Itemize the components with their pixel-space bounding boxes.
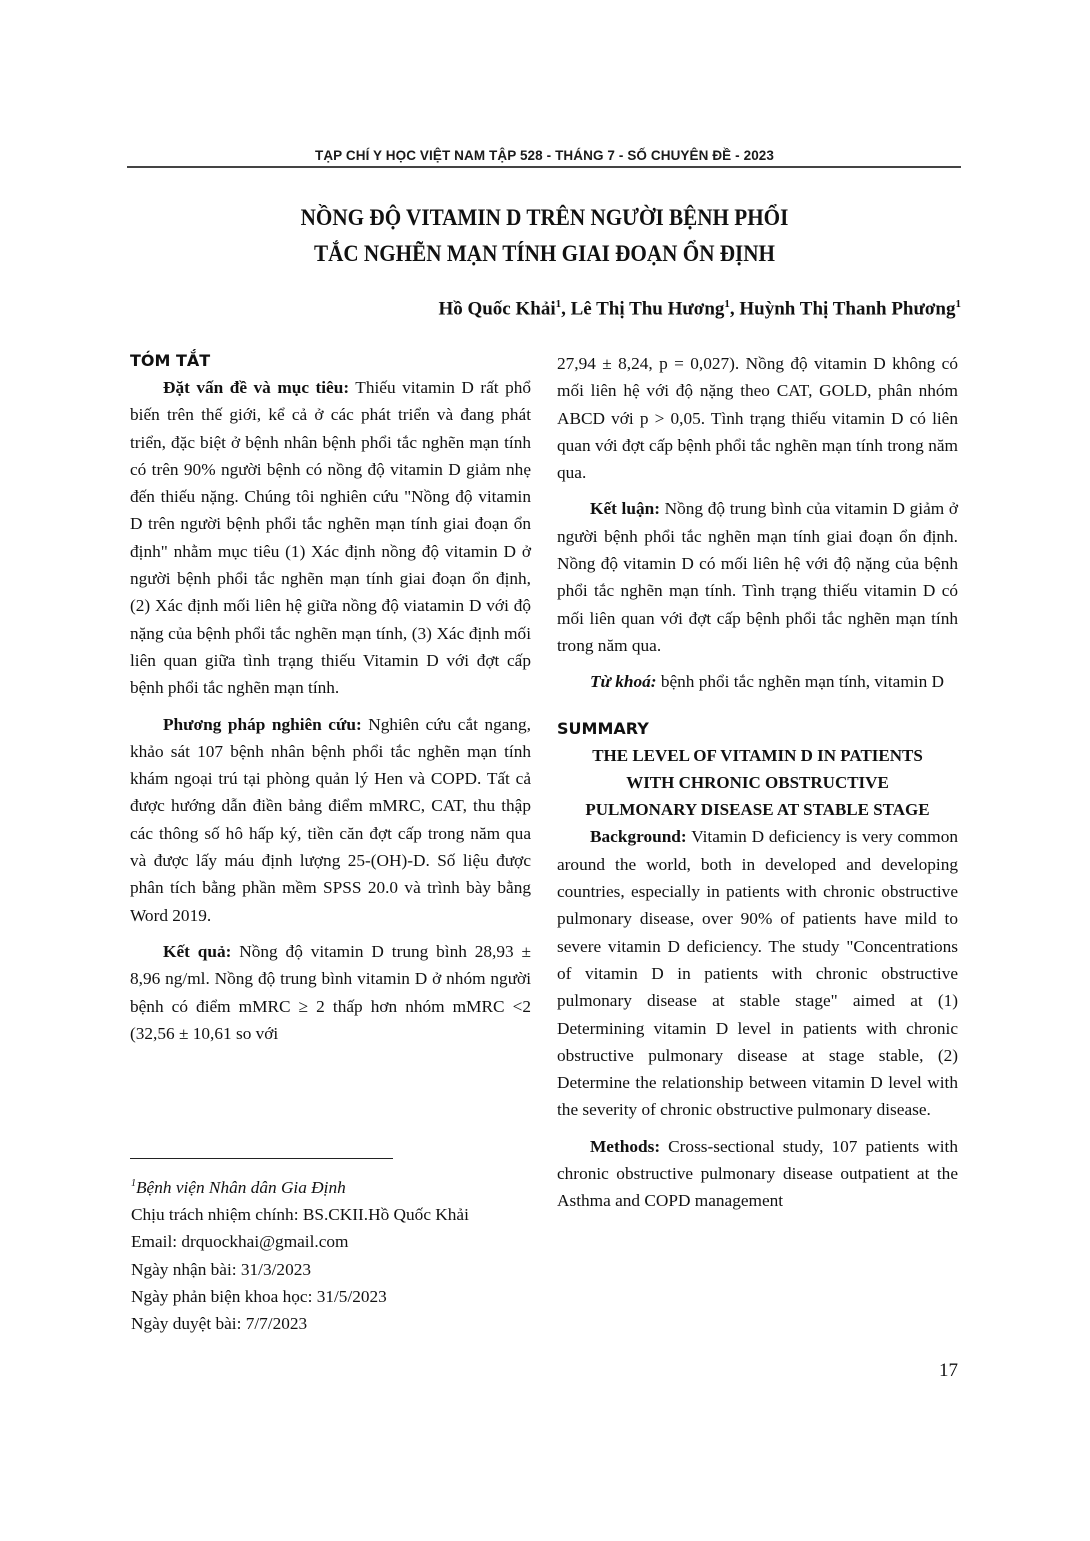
paragraph-label: Kết luận: — [590, 499, 660, 519]
footnote-reviewed: Ngày phản biện khoa học: 31/5/2023 — [131, 1286, 387, 1306]
affiliation-mark: 1 — [555, 298, 562, 310]
affiliation-mark: 1 — [955, 298, 961, 310]
footnote-rule — [130, 1158, 393, 1159]
paragraph-label: Từ khoá: — [590, 672, 657, 692]
footnote-received: Ngày nhận bài: 31/3/2023 — [131, 1259, 311, 1279]
page-number: 17 — [939, 1360, 958, 1381]
paragraph-text: Nồng độ vitamin D trung bình 28,93 ± 8,96 ng/ml. Nồng độ trung bình vitamin D ở nhóm người bệnh có điểm mMRC ≥ 2 thấp hơn nhóm mMRC <2 (32,56 ± 10,61 so với — [130, 941, 531, 1043]
paragraph-label: Methods: — [590, 1136, 661, 1156]
author-name: Lê Thị Thu Hương — [570, 298, 725, 320]
abstract-vi-keywords — [557, 668, 958, 695]
footnote-responsible: Chịu trách nhiệm chính: BS.CKII.Hồ Quốc Khải — [131, 1205, 469, 1225]
paragraph-text: Cross-sectional study, 107 patients with chronic obstructive pulmonary disease outpatient at the Asthma and COPD management — [557, 1136, 958, 1211]
running-head: TẠP CHÍ Y HỌC VIỆT NAM TẬP 528 - THÁNG 7 - SỐ CHUYÊN ĐỀ - 2023 — [314, 148, 775, 163]
title-line-2: TẮC NGHẼN MẠN TÍNH GIAI ĐOẠN ỔN ĐỊNH — [313, 241, 776, 266]
header-rule — [127, 166, 961, 168]
author-separator: , — [561, 298, 571, 320]
paragraph-text: Thiếu vitamin D rất phổ biến trên thế giới, kể cả ở các phát triển và đang phát triển, đặc biệt ở bệnh nhân bệnh phổi tắc nghẽn mạn tính có trên 90% người bệnh có nồng độ vitamin D giảm nhẹ đến thiếu nặng. Chúng tôi nghiên cứu "Nồng độ vitamin D trên người bệnh phổi tắc nghẽn mạn tính giai đoạn ổn định" nhằm mục tiêu (1) Xác định nồng độ vitamin D ở người bệnh phổi tắc nghẽn mạn tính giai đoạn ổn định, (2) Xác định mối liên hệ giữa nồng độ viatamin D với độ nặng của bệnh phổi tắc nghẽn mạn tính, (3) Xác định mối liên quan giữa tình trạng thiếu Vitamin D với đợt cấp bệnh phổi tắc nghẽn mạn tính. — [130, 378, 532, 698]
author-separator: , — [729, 298, 740, 320]
author-list — [438, 298, 961, 320]
affiliation-mark: 1 — [131, 1178, 136, 1189]
paragraph-text: Nghiên cứu cắt ngang, khảo sát 107 bệnh nhân bệnh phổi tắc nghẽn mạn tính khám ngoại trú tại phòng quản lý Hen và COPD. Tất cả được hướng dẫn điền bảng điểm mMRC, CAT, thu thập các thông số hô hấp ký, tiền căn đợt cấp trong năm qua và được lấy máu định lượng 25-(OH)-D. Số liệu được phân tích bằng phần mềm SPSS 20.0 và trình bày bằng Word 2019. — [130, 714, 531, 925]
abstract-en-title-line-2: WITH CHRONIC OBSTRUCTIVE — [626, 772, 889, 792]
abstract-vi-results-continued: 27,94 ± 8,24, p = 0,027). Nồng độ vitamin D không có mối liên hệ với độ nặng theo CAT, GOLD, phân nhóm ABCD với p > 0,05. Tình trạng thiếu vitamin D có liên quan với đợt cấp bệnh phổi tắc nghẽn mạn tính trong năm qua. — [557, 354, 958, 483]
abstract-vi-heading: TÓM TẮT — [130, 351, 211, 370]
affiliation-text: Bệnh viện Nhân dân Gia Định — [136, 1177, 346, 1197]
abstract-vi-background — [130, 374, 531, 702]
abstract-vi-results — [130, 938, 531, 1047]
paragraph-text: Nồng độ trung bình của vitamin D giảm ở người bệnh phổi tắc nghẽn mạn tính giai đoạn ổn định. Nồng độ vitamin D có mối liên hệ với độ nặng của bệnh phổi tắc nghẽn mạn tính. Tình trạng thiếu vitamin D có mối liên quan với đợt cấp bệnh phổi tắc nghẽn mạn tính trong năm qua. — [557, 499, 959, 655]
left-column — [130, 350, 531, 1047]
abstract-en-background — [557, 823, 958, 1123]
paragraph-label: Kết quả: — [163, 941, 232, 961]
paragraph-label: Phương pháp nghiên cứu: — [163, 714, 362, 734]
abstract-en-title-line-1: THE LEVEL OF VITAMIN D IN PATIENTS — [592, 745, 923, 765]
footnote-email: Email: drquockhai@gmail.com — [131, 1232, 349, 1252]
abstract-en-heading: SUMMARY — [557, 718, 649, 738]
right-column — [557, 350, 958, 1215]
affiliation-mark: 1 — [724, 298, 730, 310]
title-line-1: NỒNG ĐỘ VITAMIN D TRÊN NGƯỜI BỆNH PHỔI — [300, 205, 789, 230]
paragraph-text: bệnh phổi tắc nghẽn mạn tính, vitamin D — [656, 672, 945, 692]
abstract-en-title-line-3: PULMONARY DISEASE AT STABLE STAGE — [585, 800, 930, 820]
footnote-accepted: Ngày duyệt bài: 7/7/2023 — [131, 1314, 308, 1334]
article-title — [161, 200, 927, 272]
paragraph-text: Vitamin D deficiency is very common around the world, both in developed and developing countries, especially in patients with chronic obstructive pulmonary disease, over 90% of patients have mild to severe vitamin D deficiency. The study "Concentrations of vitamin D in patients with chronic obstructive pulmonary disease at stable stage" aimed at (1) Determining vitamin D level in patients with chronic obstructive pulmonary disease at stage stable, (2) Determine the relationship between vitamin D level with the severity of chronic obstructive pulmonary disease. — [557, 827, 958, 1120]
paragraph-label: Background: — [590, 827, 687, 847]
abstract-vi-methods — [130, 711, 531, 929]
author-name: Huỳnh Thị Thanh Phương — [739, 298, 956, 320]
footnote — [131, 1170, 551, 1338]
author-name: Hồ Quốc Khải — [438, 298, 556, 320]
footnote-affiliation — [131, 1170, 551, 1201]
abstract-en-methods — [557, 1133, 958, 1215]
paragraph-label: Đặt vấn đề và mục tiêu: — [163, 378, 350, 397]
abstract-vi-conclusion — [557, 495, 958, 659]
